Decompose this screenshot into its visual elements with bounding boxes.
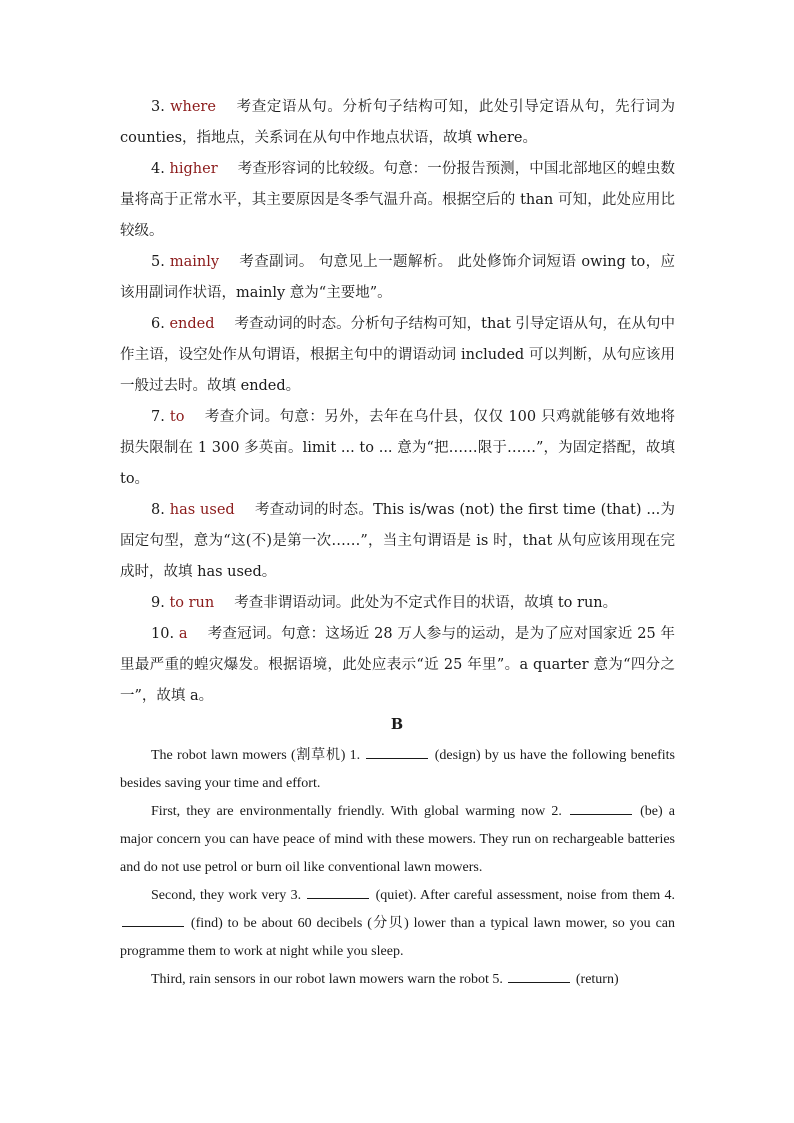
passage-text: (be) a major concern you can have peace of mind with these mowers. They run on rechargeable batteries and do not use petrol or burn oil like conventional lawn mowers. — [120, 804, 675, 875]
answer-blank-4[interactable] — [122, 912, 184, 927]
answer-blank-2[interactable] — [570, 800, 632, 815]
passage-text: The robot lawn mowers (割草机) 1. — [151, 748, 361, 763]
answer-item-8 — [120, 495, 675, 588]
passage-text: (find) to be about 60 decibels (分贝) lower than a typical lawn mower, so you can programme them to work at night while you sleep. — [120, 916, 675, 959]
answer-word: ended — [169, 316, 215, 332]
passage-text: (return) — [575, 972, 619, 987]
answer-explanations — [120, 92, 675, 712]
section-heading: B — [390, 716, 404, 733]
passage-text: (quiet). After careful assessment, noise from them 4. — [375, 888, 675, 903]
answer-number: 7. — [151, 409, 165, 425]
passage-paragraph-4 — [120, 966, 675, 994]
passage-text: Third, rain sensors in our robot lawn mowers warn the robot 5. — [151, 972, 503, 987]
answer-explanation: 考查动词的时态。This is/was (not) the first time (that) ...为固定句型，意为“这(不)是第一次……”，当主句谓语是 is 时，that 从句应该用现在完成时，故填 has used。 — [120, 502, 676, 580]
answer-word: where — [170, 99, 216, 115]
answer-number: 9. — [151, 595, 165, 611]
answer-word: to run — [169, 595, 215, 611]
answer-blank-1[interactable] — [366, 744, 428, 759]
answer-number: 3. — [151, 99, 165, 115]
passage-text: Second, they work very 3. — [151, 888, 302, 903]
passage-text: (design) by us have the following benefits besides saving your time and effort. — [120, 748, 676, 791]
answer-explanation: 考查定语从句。分析句子结构可知，此处引导定语从句，先行词为 counties，指地点，关系词在从句中作地点状语，故填 where。 — [120, 99, 675, 146]
answer-explanation: 考查冠词。句意：这场近 28 万人参与的运动，是为了应对国家近 25 年里最严重的蝗灾爆发。根据语境，此处应表示“近 25 年里”。a quarter 意为“四分之一”，故填 a。 — [120, 626, 676, 704]
answer-explanation: 考查动词的时态。分析句子结构可知，that 引导定语从句，在从句中作主语，设空处作从句谓语，根据主句中的谓语动词 included 可以判断，从句应该用一般过去时。故填 ended。 — [120, 316, 676, 394]
answer-blank-5[interactable] — [508, 968, 570, 983]
answer-number: 8. — [151, 502, 165, 518]
passage-paragraph-3 — [120, 882, 675, 966]
answer-word: a — [178, 626, 188, 642]
answer-word: mainly — [169, 254, 220, 270]
cloze-passage — [120, 742, 675, 994]
answer-explanation: 考查介词。句意：另外，去年在乌什县，仅仅 100 只鸡就能够有效地将损失限制在 1 300 多英亩。limit ... to ... 意为“把……限于……”，为固定搭配，故填 to。 — [120, 409, 675, 487]
answer-item-10 — [120, 619, 675, 712]
answer-explanation: 考查形容词的比较级。句意：一份报告预测，中国北部地区的蝗虫数量将高于正常水平，其主要原因是冬季气温升高。根据空后的 than 可知，此处应用比较级。 — [120, 161, 676, 239]
answer-number: 5. — [151, 254, 165, 270]
answer-item-6 — [120, 309, 675, 402]
passage-paragraph-2 — [120, 798, 675, 882]
answer-word: to — [169, 409, 185, 425]
answer-item-3 — [120, 92, 675, 154]
answer-number: 4. — [151, 161, 165, 177]
answer-word: has used — [169, 502, 235, 518]
passage-text: First, they are environmentally friendly. With global warming now 2. — [151, 804, 562, 819]
answer-number: 6. — [151, 316, 165, 332]
answer-item-9 — [120, 588, 675, 619]
answer-item-5 — [120, 247, 675, 309]
answer-blank-3[interactable] — [307, 884, 369, 899]
answer-word: higher — [169, 161, 218, 177]
answer-item-7 — [120, 402, 675, 495]
answer-item-4 — [120, 154, 675, 247]
answer-explanation: 考查非谓语动词。此处为不定式作目的状语，故填 to run。 — [234, 595, 618, 611]
answer-number: 10. — [151, 626, 175, 642]
answer-explanation: 考查副词。 句意见上一题解析。 此处修饰介词短语 owing to，应该用副词作状语，mainly 意为“主要地”。 — [120, 254, 676, 301]
passage-paragraph-1 — [120, 742, 675, 798]
